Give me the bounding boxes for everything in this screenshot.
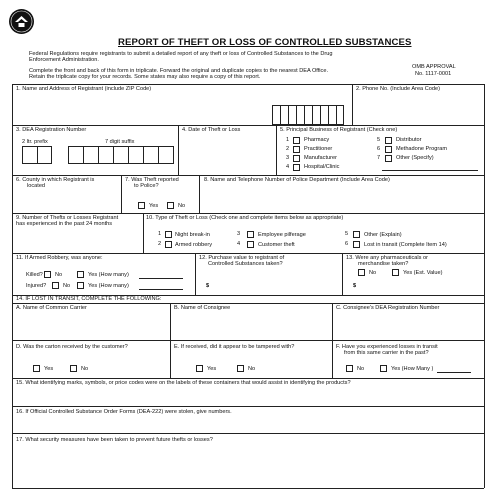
checkbox-methadone[interactable] <box>385 146 392 153</box>
checkbox-pharma-no[interactable] <box>358 269 365 276</box>
field-14-label: 14. IF LOST IN TRANSIT, COMPLETE THE FOLLOWING: <box>16 296 162 302</box>
field-e-label: E. If received, did it appear to be tampered with? <box>174 344 295 350</box>
field-11-label: 11. If Armed Robbery, was anyone: <box>16 255 103 261</box>
biz-label-distributor: Distributor <box>396 137 422 143</box>
checkbox-tampered-yes[interactable] <box>196 365 203 372</box>
zip-code-input[interactable] <box>272 105 344 125</box>
intro-text-4: Retain the triplicate copy for your records. Some states may also require a copy of this report. <box>29 74 261 80</box>
field-6-label: 6. County in which Registrant is <box>16 177 95 183</box>
biz-label-manufacturer: Manufacturer <box>304 155 337 161</box>
field-9-label-2: has experienced in the past 24 months <box>16 221 113 227</box>
field-a-label: A. Name of Common Carrier <box>16 305 87 311</box>
field-15-label: 15. What identifying marks, symbols, or price codes were on the labels of these containers that would assist in identifying the products? <box>16 380 351 386</box>
pharma-no-label: No <box>369 270 377 276</box>
biz-label-methadone: Methadone Program <box>396 146 447 152</box>
checkbox-employee-pilferage[interactable] <box>247 231 254 238</box>
field-3-label: 3. DEA Registration Number <box>16 127 87 133</box>
field-2-label: 2. Phone No. (Include Area Code) <box>356 86 440 92</box>
checkbox-received-no[interactable] <box>70 365 77 372</box>
checkbox-carrier-no[interactable] <box>346 365 353 372</box>
checkbox-police-yes[interactable] <box>138 202 145 209</box>
form-title: REPORT OF THEFT OR LOSS OF CONTROLLED SUBSTANCES <box>118 37 412 48</box>
checkbox-tampered-no[interactable] <box>237 365 244 372</box>
killed-yes-label: Yes (How many) <box>88 272 129 278</box>
police-no-label: No <box>178 203 186 209</box>
killed-label: Killed? <box>26 272 43 278</box>
biz-label-practitioner: Practitioner <box>304 146 333 152</box>
type-label-armed: Armed robbery <box>175 242 212 248</box>
type-label-employee: Employee pilferage <box>258 232 306 238</box>
field-13-label-2: merchandise taken? <box>358 261 409 267</box>
field-9-label: 9. Number of Thefts or Losses Registrant <box>16 215 119 221</box>
field-7-label-2: to Police? <box>134 183 159 189</box>
field-1-label: 1. Name and Address of Registrant (include ZIP Code) <box>16 86 152 92</box>
field-8-label: 8. Name and Telephone Number of Police Department (Include Area Code) <box>204 177 390 183</box>
field-f-label: F. Have you experienced losses in transit <box>336 344 438 350</box>
tampered-no-label: No <box>248 366 256 372</box>
field-d-label: D. Was the carton received by the customer? <box>16 344 128 350</box>
prefix-label: 2 ltr. prefix <box>22 139 48 145</box>
field-c-label: C. Consignee's DEA Registration Number <box>336 305 440 311</box>
field-4-label: 4. Date of Theft or Loss <box>182 127 241 133</box>
checkbox-distributor[interactable] <box>385 137 392 144</box>
carrier-yes-label: Yes (How Many ) <box>391 366 434 372</box>
est-value-dollar: $ <box>353 283 357 289</box>
received-no-label: No <box>81 366 89 372</box>
checkbox-armed-robbery[interactable] <box>165 241 172 248</box>
intro-text-1: Federal Regulations require registrants to submit a detailed report of any theft or loss of Controlled Substances to the Drug <box>29 51 333 57</box>
checkbox-lost-in-transit[interactable] <box>353 241 360 248</box>
checkbox-police-no[interactable] <box>167 202 174 209</box>
intro-text-3: Complete the front and back of this form in triplicate. Forward the original and duplicate copies to the nearest DEA Office. <box>29 68 329 74</box>
field-16-label: 16. If Official Controlled Substance Order Forms (DEA-222) were stolen, give numbers. <box>16 409 232 415</box>
field-6-label-2: located <box>27 183 46 189</box>
checkbox-killed-yes[interactable] <box>77 271 84 278</box>
omb-number: No. 1117-0001 <box>415 71 452 77</box>
type-label-night: Night break-in <box>175 232 210 238</box>
checkbox-hospital[interactable] <box>293 164 300 171</box>
checkbox-injured-yes[interactable] <box>77 282 84 289</box>
purchase-value-dollar: $ <box>206 283 210 289</box>
field-13-label: 13. Were any pharmaceuticals or <box>346 255 428 261</box>
intro-text-2: Enforcement Administration. <box>29 57 99 63</box>
field-12-label-2: Controlled Substances taken? <box>208 261 283 267</box>
field-b-label: B. Name of Consignee <box>174 305 231 311</box>
field-10-label: 10. Type of Theft or Loss (Check one and complete items below as appropriate) <box>146 215 344 221</box>
injured-yes-label: Yes (How many) <box>88 283 129 289</box>
checkbox-other-theft[interactable] <box>353 231 360 238</box>
checkbox-customer-theft[interactable] <box>247 241 254 248</box>
police-yes-label: Yes <box>149 203 159 209</box>
suffix-label: 7 digit suffix <box>105 139 135 145</box>
checkbox-injured-no[interactable] <box>52 282 59 289</box>
biz-label-pharmacy: Pharmacy <box>304 137 330 143</box>
checkbox-received-yes[interactable] <box>33 365 40 372</box>
received-yes-label: Yes <box>44 366 54 372</box>
field-5-label: 5. Principal Business of Registrant (Check one) <box>280 127 398 133</box>
dea-seal-logo <box>9 9 34 34</box>
pharma-yes-label: Yes (Est. Value) <box>403 270 443 276</box>
field-12-label: 12. Purchase value to registrant of <box>199 255 285 261</box>
field-7-label: 7. Was Theft reported <box>125 177 179 183</box>
checkbox-manufacturer[interactable] <box>293 155 300 162</box>
field-17-label: 17. What security measures have been taken to prevent future thefts or losses? <box>16 437 213 443</box>
killed-no-label: No <box>55 272 63 278</box>
omb-approval: OMB APPROVAL <box>412 64 456 70</box>
type-label-other: Other (Explain) <box>364 232 402 238</box>
checkbox-night-break-in[interactable] <box>165 231 172 238</box>
checkbox-killed-no[interactable] <box>44 271 51 278</box>
tampered-yes-label: Yes <box>207 366 217 372</box>
checkbox-other-business[interactable] <box>385 155 392 162</box>
injured-no-label: No <box>63 283 71 289</box>
biz-label-other: Other (Specify) <box>396 155 434 161</box>
biz-label-hospital: Hospital/Clinic <box>304 164 340 170</box>
checkbox-practitioner[interactable] <box>293 146 300 153</box>
type-label-customer: Customer theft <box>258 242 295 248</box>
checkbox-pharmacy[interactable] <box>293 137 300 144</box>
type-label-transit: Lost in transit (Complete Item 14) <box>364 242 447 248</box>
injured-label: Injured? <box>26 283 47 289</box>
field-f-label-2: from this same carrier in the past? <box>344 350 429 356</box>
checkbox-carrier-yes[interactable] <box>380 365 387 372</box>
checkbox-pharma-yes[interactable] <box>392 269 399 276</box>
carrier-no-label: No <box>357 366 365 372</box>
